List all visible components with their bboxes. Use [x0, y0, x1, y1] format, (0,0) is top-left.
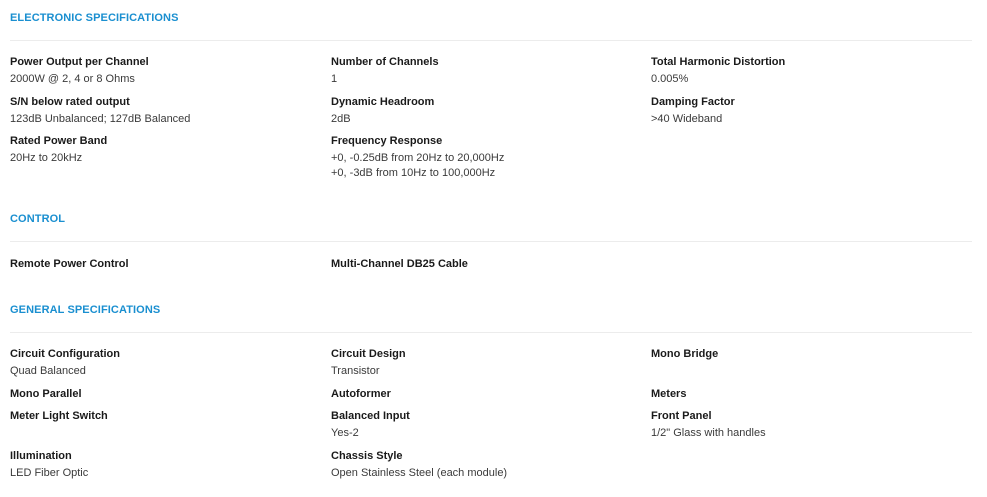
spec-item: [331, 134, 504, 180]
spec-item: [10, 134, 107, 165]
spec-label: Dynamic Headroom: [331, 96, 435, 108]
spec-label: Balanced Input: [331, 410, 410, 422]
spec-label: Circuit Design: [331, 348, 406, 360]
spec-label: Autoformer: [331, 388, 391, 400]
spec-label: Meters: [651, 388, 687, 400]
spec-value: Open Stainless Steel (each module): [331, 467, 508, 479]
spec-label: Multi-Channel DB25 Cable: [331, 258, 468, 270]
spec-value: +0, -0.25dB from 20Hz to 20,000Hz: [331, 152, 505, 164]
spec-item: [10, 449, 88, 480]
spec-item: [651, 55, 785, 86]
spec-label: Chassis Style: [331, 450, 403, 462]
spec-value: 123dB Unbalanced; 127dB Balanced: [10, 113, 191, 125]
spec-label: Front Panel: [651, 410, 712, 422]
spec-value: LED Fiber Optic: [10, 467, 89, 479]
spec-label: Mono Bridge: [651, 348, 719, 360]
spec-item: [331, 347, 406, 378]
section-title-control: CONTROL: [10, 213, 66, 225]
spec-item: [331, 387, 391, 401]
spec-value: Transistor: [331, 365, 380, 377]
spec-label: Illumination: [10, 450, 72, 462]
spec-value: 1/2" Glass with handles: [651, 427, 766, 439]
section-divider: [10, 332, 972, 333]
section-title-general: GENERAL SPECIFICATIONS: [10, 304, 161, 316]
spec-label: Number of Channels: [331, 56, 439, 68]
spec-value: 2000W @ 2, 4 or 8 Ohms: [10, 73, 135, 85]
spec-value: 1: [331, 73, 338, 85]
spec-item: [331, 409, 410, 440]
spec-label: Remote Power Control: [10, 258, 129, 270]
spec-value: +0, -3dB from 10Hz to 100,000Hz: [331, 167, 496, 179]
spec-item: [10, 387, 82, 401]
spec-label: Circuit Configuration: [10, 348, 120, 360]
spec-value: 0.005%: [651, 73, 689, 85]
spec-item: [331, 55, 439, 86]
spec-item: [10, 409, 108, 423]
spec-item: [10, 55, 149, 86]
spec-label: Total Harmonic Distortion: [651, 56, 786, 68]
spec-item: [331, 95, 434, 126]
section-divider: [10, 241, 972, 242]
spec-item: [651, 387, 686, 401]
spec-item: [10, 95, 190, 126]
spec-label: Damping Factor: [651, 96, 735, 108]
spec-item: [651, 95, 735, 126]
spec-item: [10, 257, 129, 271]
spec-item: [651, 409, 766, 440]
spec-label: Rated Power Band: [10, 135, 108, 147]
spec-value: Quad Balanced: [10, 365, 86, 377]
spec-label: Mono Parallel: [10, 388, 82, 400]
spec-value: Yes-2: [331, 427, 359, 439]
spec-value: 2dB: [331, 113, 351, 125]
section-divider: [10, 40, 972, 41]
spec-item: [651, 347, 718, 361]
spec-item: [331, 449, 507, 480]
section-title-electronic: ELECTRONIC SPECIFICATIONS: [10, 12, 179, 24]
spec-value: >40 Wideband: [651, 113, 723, 125]
spec-label: Frequency Response: [331, 135, 443, 147]
spec-label: Meter Light Switch: [10, 410, 108, 422]
spec-item: [10, 347, 120, 378]
spec-label: S/N below rated output: [10, 96, 130, 108]
spec-item: [331, 257, 468, 271]
spec-label: Power Output per Channel: [10, 56, 149, 68]
spec-value: 20Hz to 20kHz: [10, 152, 83, 164]
